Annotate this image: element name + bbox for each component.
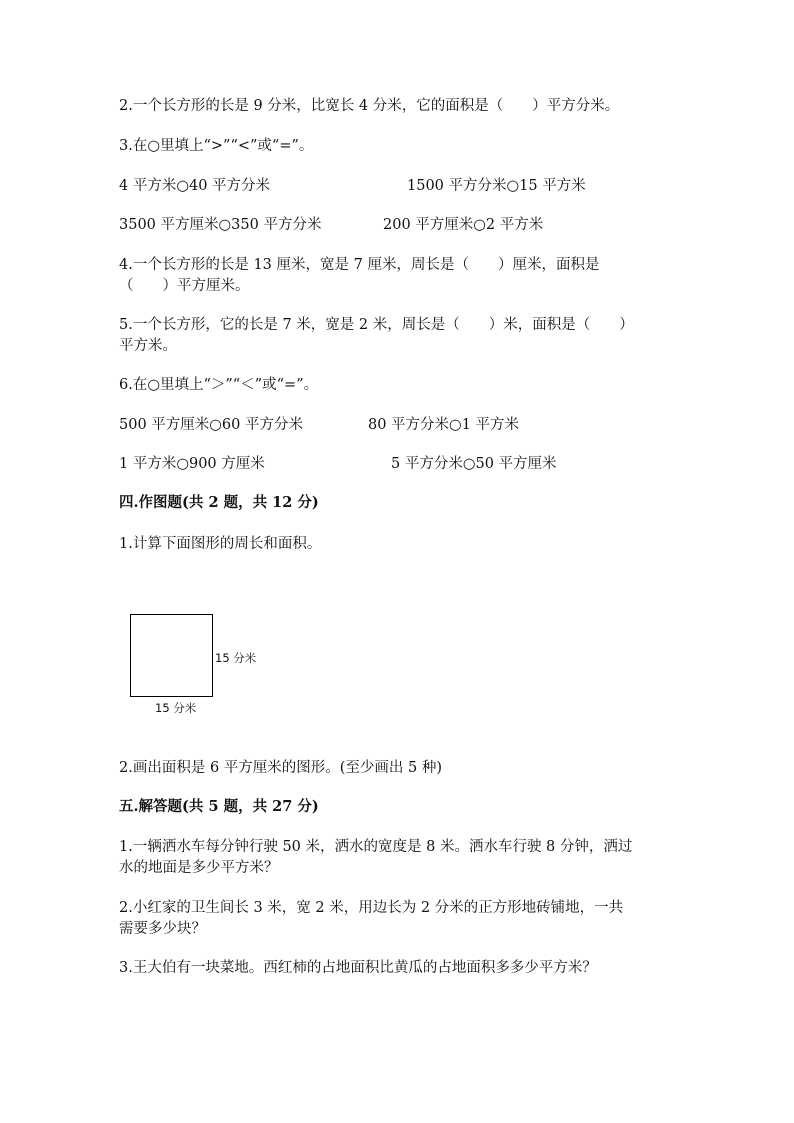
question-5-line-2: 平方米。 [119,338,177,354]
section-5-question-1-line-1: 1.一辆洒水车每分钟行驶 50 米，洒水的宽度是 8 米。洒水车行驶 8 分钟，洒过 [119,839,633,855]
section-5-question-3: 3.王大伯有一块菜地。西红柿的占地面积比黄瓜的占地面积多多少平方米？ [119,960,597,976]
square-figure [130,614,213,697]
question-3: 3.在○里填上“>”“<”或“=”。 [119,138,314,154]
section-5-question-2-line-1: 2.小红家的卫生间长 3 米，宽 2 米，用边长为 2 分米的正方形地砖铺地，一共 [119,900,624,916]
compare-item-8: 5 平方分米○50 平方厘米 [391,456,557,472]
question-4-line-1: 4.一个长方形的长是 13 厘米，宽是 7 厘米，周长是（ ）厘米，面积是 [119,257,600,273]
section-4-question-1: 1.计算下面图形的周长和面积。 [119,536,322,552]
section-4-heading: 四.作图题(共 2 题，共 12 分) [119,494,319,511]
section-4-question-2: 2.画出面积是 6 平方厘米的图形。(至少画出 5 种) [119,760,443,776]
square-side-label: 15 分米 [215,651,257,665]
compare-item-2: 1500 平方分米○15 平方米 [407,178,586,194]
question-4-line-2: （ ）平方厘米。 [119,278,250,294]
compare-item-6: 80 平方分米○1 平方米 [368,417,520,433]
compare-item-1: 4 平方米○40 平方分米 [119,178,271,194]
square-bottom-label: 15 分米 [155,701,197,715]
question-6: 6.在○里填上“＞”“＜”或“=”。 [119,377,319,393]
compare-item-3: 3500 平方厘米○350 平方分米 [119,217,322,233]
section-5-question-1-line-2: 水的地面是多少平方米？ [119,860,279,876]
compare-item-7: 1 平方米○900 方厘米 [119,456,265,472]
compare-item-5: 500 平方厘米○60 平方分米 [119,417,303,433]
compare-item-4: 200 平方厘米○2 平方米 [383,217,544,233]
section-5-heading: 五.解答题(共 5 题，共 27 分) [119,798,319,815]
question-5-line-1: 5.一个长方形，它的长是 7 米，宽是 2 米，周长是（ ）米，面积是（ ） [119,317,634,333]
question-2: 2.一个长方形的长是 9 分米，比宽长 4 分米，它的面积是（ ）平方分米。 [119,98,620,114]
section-5-question-2-line-2: 需要多少块？ [119,921,206,937]
